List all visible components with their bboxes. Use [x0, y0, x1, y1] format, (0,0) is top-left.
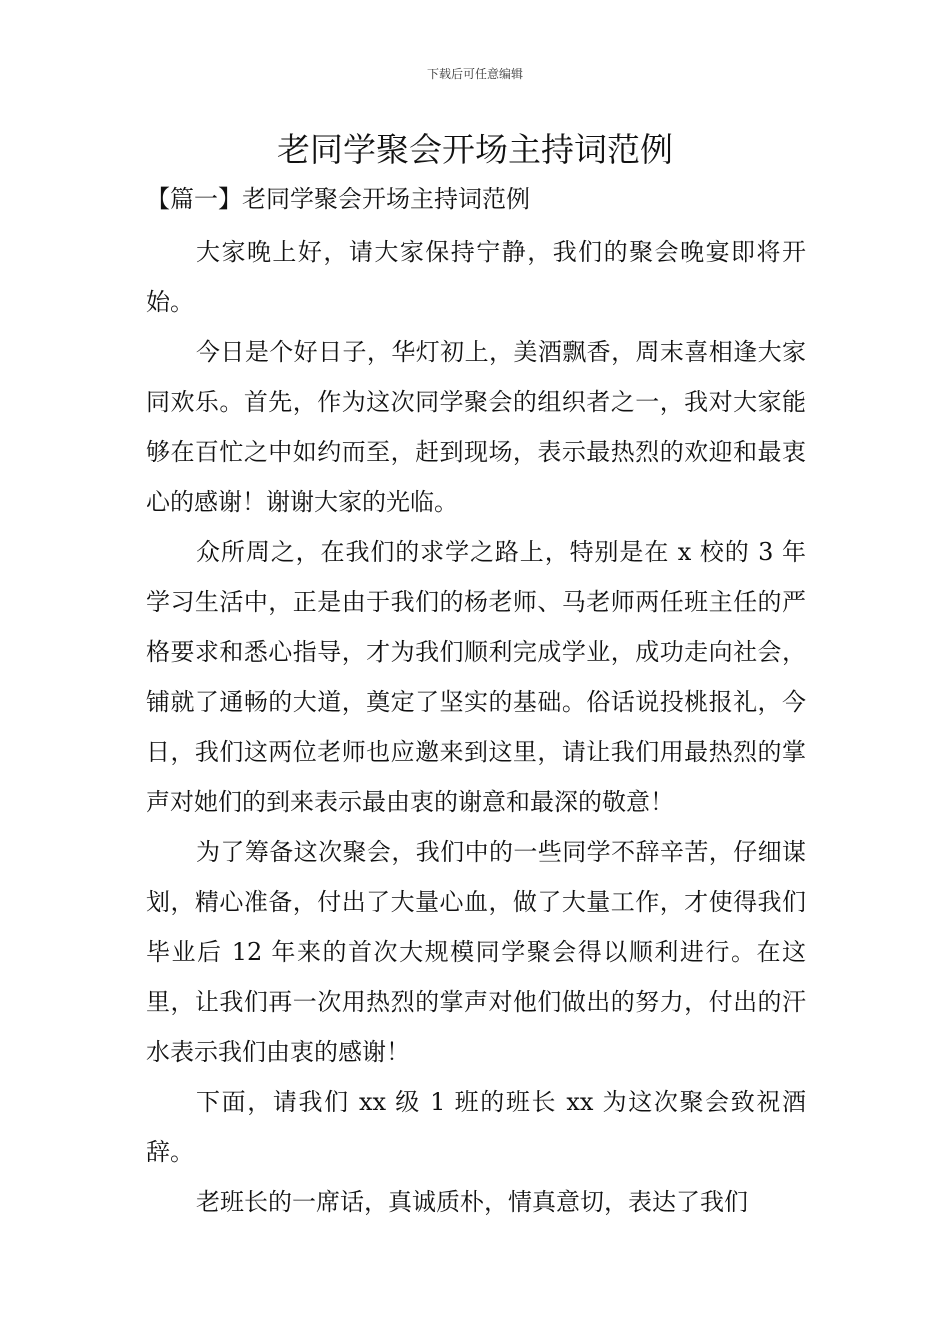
paragraph: 大家晚上好，请大家保持宁静，我们的聚会晚宴即将开始。: [146, 238, 806, 316]
paragraph: 为了筹备这次聚会，我们中的一些同学不辞辛苦，仔细谋划，精心准备，付出了大量心血，做了大量工作，才使得我们毕业后 12 年来的首次大规模同学聚会得以顺利进行。在这里，让我们再一次用热烈的掌声对他们做出的努力，付出的汗水表示我们由衷的感谢！: [146, 838, 806, 1066]
paragraph: 众所周之，在我们的求学之路上，特别是在 x 校的 3 年学习生活中，正是由于我们的杨老师、马老师两任班主任的严格要求和悉心指导，才为我们顺利完成学业，成功走向社会，铺就了通畅的大道，奠定了坚实的基础。俗话说投桃报礼，今日，我们这两位老师也应邀来到这里，请让我们用最热烈的掌声对她们的到来表示最由衷的谢意和最深的敬意！: [146, 538, 806, 816]
document-title: 老同学聚会开场主持词范例: [277, 130, 673, 169]
paragraph: 老班长的一席话，真诚质朴，情真意切，表达了我们: [196, 1188, 748, 1216]
paragraph: 今日是个好日子，华灯初上，美酒飘香，周末喜相逢大家同欢乐。首先，作为这次同学聚会的组织者之一，我对大家能够在百忙之中如约而至，赶到现场，表示最热烈的欢迎和最衷心的感谢！谢谢大家的光临。: [146, 338, 806, 516]
document-body: [146, 227, 806, 1227]
section-heading: 【篇一】老同学聚会开场主持词范例: [146, 185, 530, 213]
paragraph: 下面，请我们 xx 级 1 班的班长 xx 为这次聚会致祝酒辞。: [146, 1088, 806, 1166]
page-header-note: 下载后可任意编辑: [426, 67, 523, 81]
